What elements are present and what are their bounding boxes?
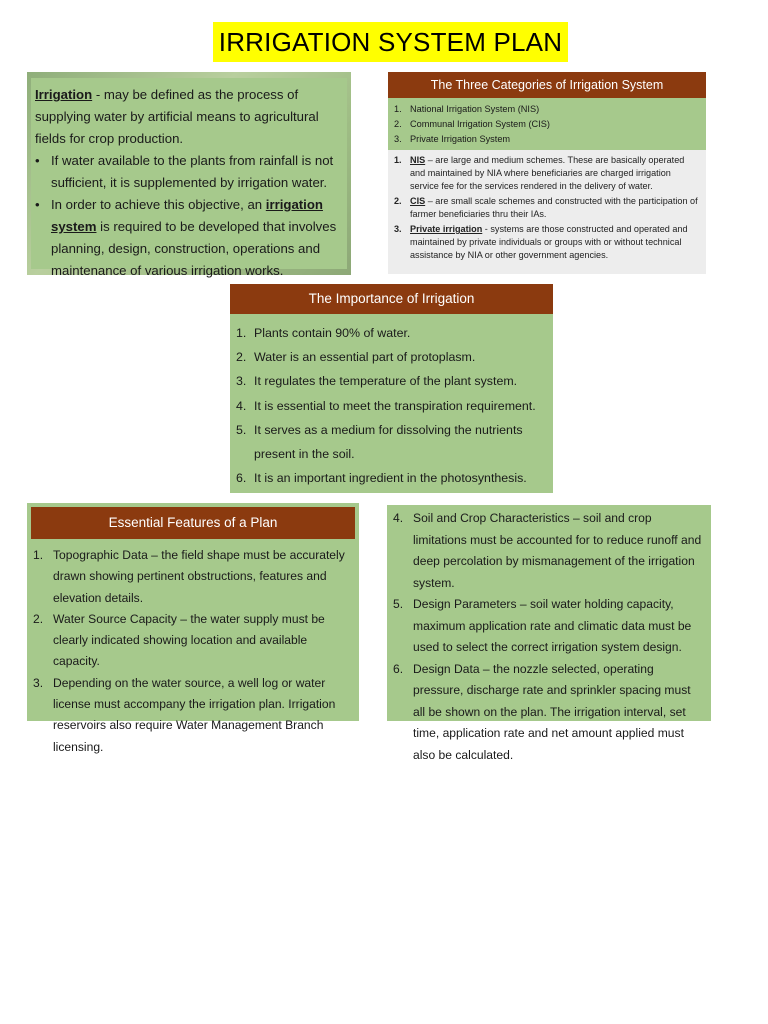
categories-panel <box>388 72 706 274</box>
item-text: Design Data – the nozzle selected, operating pressure, discharge rate and sprinkler spacing must all be shown on the plan. The irrigation interval, set time, application rate and net amount applied must also be calculated. <box>413 661 691 762</box>
item-number: 4. <box>393 511 404 525</box>
item-number: 3. <box>236 374 247 389</box>
item-number: 3. <box>394 134 402 144</box>
item-number: 1. <box>33 548 44 562</box>
bullet-text <box>51 194 341 282</box>
categories-header: The Three Categories of Irrigation System <box>388 72 706 98</box>
list-item <box>393 594 705 659</box>
list-item <box>393 508 705 594</box>
categories-list <box>388 98 706 150</box>
item-text <box>410 195 698 221</box>
item-text: Design Parameters – soil water holding capacity, maximum application rate and climatic data must be used to select the correct irrigation system design. <box>413 597 692 654</box>
item-text: It is an important ingredient in the photosynthesis. <box>254 471 527 486</box>
importance-list <box>230 314 553 490</box>
item-text: Communal Irrigation System (CIS) <box>410 119 550 129</box>
list-item <box>236 369 547 393</box>
item-text: It regulates the temperature of the plant system. <box>254 374 518 389</box>
bullet-text-pre: In order to achieve this objective, an <box>51 197 266 212</box>
item-number: 2. <box>394 196 402 206</box>
item-text: Depending on the water source, a well log or water license must accompany the irrigation plan. Irrigation reservoirs also require Water Management Branch licensing. <box>53 675 336 754</box>
definition-term: Irrigation <box>35 87 93 102</box>
item-desc: – are small scale schemes and constructed with the participation of farmer beneficiaries thru their IAs. <box>410 196 698 219</box>
features-list <box>27 539 359 758</box>
item-text <box>410 223 698 262</box>
definition-box <box>31 78 347 278</box>
item-number: 4. <box>236 398 247 413</box>
definition-text: - may be defined as the process of supplying water by artificial means to agricultural fields for crop production. <box>35 87 319 146</box>
features-continued-panel <box>387 505 711 762</box>
item-key: NIS <box>410 155 426 165</box>
item-number: 3. <box>33 675 44 690</box>
list-item <box>394 195 698 221</box>
item-number: 5. <box>236 422 247 437</box>
bullet-text-post: is required to be developed that involves planning, design, construction, operations and maintenance of various irrigation works. <box>51 219 337 278</box>
features-panel <box>27 503 359 754</box>
list-item <box>236 394 547 418</box>
bullet-icon: • <box>35 153 40 168</box>
categories-descriptions <box>388 150 706 262</box>
item-text: Soil and Crop Characteristics – soil and crop limitations must be accounted for to reduce runoff and deep percolation by mismanagement of the irrigation system. <box>413 511 702 590</box>
features-list-continued <box>387 505 711 766</box>
item-text: It serves as a medium for dissolving the nutrients present in the soil. <box>254 422 523 462</box>
definition-bullet-2 <box>35 194 341 282</box>
item-text <box>410 154 698 193</box>
definition-panel <box>27 72 351 278</box>
list-item <box>236 345 547 369</box>
list-item <box>33 673 353 758</box>
item-text: Water is an essential part of protoplasm. <box>254 350 476 365</box>
item-number: 2. <box>394 119 402 129</box>
features-header: Essential Features of a Plan <box>31 507 355 539</box>
list-item <box>394 132 698 147</box>
item-number: 2. <box>33 611 44 626</box>
definition-paragraph <box>35 84 341 150</box>
list-item <box>33 545 353 609</box>
item-text: Private Irrigation System <box>410 134 511 144</box>
item-number: 1. <box>236 326 247 340</box>
item-number: 3. <box>394 224 402 234</box>
bullet-term: irrigation system <box>51 197 323 234</box>
item-number: 5. <box>393 597 404 611</box>
definition-bullet-1 <box>35 150 341 194</box>
list-item <box>394 117 698 132</box>
item-text: National Irrigation System (NIS) <box>410 104 540 114</box>
item-text: Water Source Capacity – the water supply must be clearly indicated showing location and available capacity. <box>53 611 325 669</box>
list-item <box>236 321 547 345</box>
item-number: 2. <box>236 350 247 365</box>
item-number: 6. <box>393 661 404 676</box>
list-item <box>394 102 698 117</box>
item-text: Plants contain 90% of water. <box>254 326 411 340</box>
item-number: 1. <box>394 155 402 165</box>
list-item <box>236 466 547 490</box>
list-item <box>393 659 705 767</box>
importance-panel <box>230 284 553 493</box>
importance-header: The Importance of Irrigation <box>230 284 553 314</box>
list-item <box>33 609 353 673</box>
item-number: 6. <box>236 471 247 486</box>
item-text: Topographic Data – the field shape must be accurately drawn showing pertinent obstructions, features and elevation details. <box>53 548 345 605</box>
list-item <box>394 154 698 193</box>
item-key: CIS <box>410 196 426 206</box>
list-item <box>394 223 698 262</box>
bullet-text: If water available to the plants from rainfall is not sufficient, it is supplemented by irrigation water. <box>51 153 334 190</box>
item-desc: - systems are those constructed and operated and maintained by private individuals or groups with or without technical assistance by NIA or other government agencies. <box>410 224 688 260</box>
bullet-icon: • <box>35 197 40 212</box>
list-item <box>236 418 547 466</box>
item-key: Private irrigation <box>410 224 483 234</box>
item-text: It is essential to meet the transpiration requirement. <box>254 398 536 413</box>
item-desc: – are large and medium schemes. These are basically operated and maintained by NIA where beneficiaries are charged irrigation service fee for the services rendered in the delivery of water. <box>410 155 685 191</box>
item-number: 1. <box>394 104 402 114</box>
page-title: IRRIGATION SYSTEM PLAN <box>213 22 568 62</box>
